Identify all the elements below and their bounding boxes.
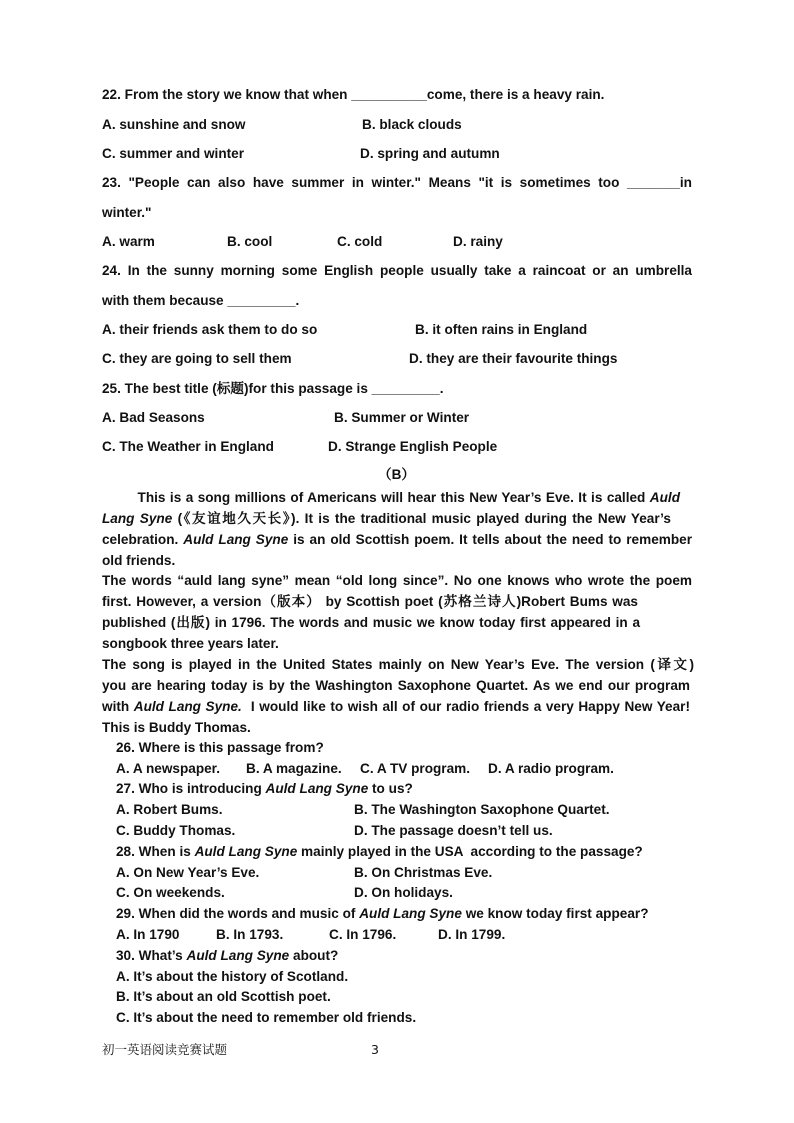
q26-option-c: C. A TV program. bbox=[360, 761, 471, 776]
q28-option-d: D. On holidays. bbox=[354, 885, 453, 900]
q28-option-a: A. On New Year’s Eve. bbox=[116, 865, 260, 880]
q29-option-c: C. In 1796. bbox=[329, 927, 397, 942]
q22-option-d: D. spring and autumn bbox=[360, 146, 500, 161]
q25-option-b: B. Summer or Winter bbox=[334, 410, 470, 425]
q26-stem: 26. Where is this passage from? bbox=[116, 740, 324, 755]
passage-line: old friends. bbox=[102, 553, 176, 568]
q23-option-c: C. cold bbox=[337, 234, 383, 249]
passage-line: you are hearing today is by the Washington Saxophone Quartet. As we end our program bbox=[102, 678, 690, 693]
passage-line: This is a song millions of Americans will hear this New Year’s Eve. It is called Auld bbox=[102, 490, 680, 505]
passage-line: celebration. Auld Lang Syne is an old Scottish poem. It tells about the need to remember bbox=[102, 532, 692, 547]
q29-stem: 29. When did the words and music of Auld Lang Syne we know today first appear? bbox=[116, 906, 649, 921]
q22-option-a: A. sunshine and snow bbox=[102, 117, 246, 132]
passage-line: songbook three years later. bbox=[102, 636, 279, 651]
q29-option-b: B. In 1793. bbox=[216, 927, 284, 942]
q29-option-a: A. In 1790 bbox=[116, 927, 180, 942]
q29-option-d: D. In 1799. bbox=[438, 927, 506, 942]
q28-option-c: C. On weekends. bbox=[116, 885, 225, 900]
q30-option-c: C. It’s about the need to remember old friends. bbox=[116, 1010, 417, 1025]
passage-line: The words “auld lang syne” mean “old long since”. No one knows who wrote the poem bbox=[102, 573, 692, 588]
q30-option-a: A. It’s about the history of Scotland. bbox=[116, 969, 349, 984]
q23-option-d: D. rainy bbox=[453, 234, 503, 249]
q28-option-b: B. On Christmas Eve. bbox=[354, 865, 493, 880]
passage-line: This is Buddy Thomas. bbox=[102, 720, 251, 735]
q24-option-c: C. they are going to sell them bbox=[102, 351, 292, 366]
q24-option-d: D. they are their favourite things bbox=[409, 351, 618, 366]
q23-option-b: B. cool bbox=[227, 234, 273, 249]
q24-option-a: A. their friends ask them to do so bbox=[102, 322, 318, 337]
q25-option-d: D. Strange English People bbox=[328, 439, 498, 454]
q27-option-c: C. Buddy Thomas. bbox=[116, 823, 236, 838]
footer-title: 初一英语阅读竞赛试题 bbox=[102, 1042, 228, 1057]
q23-stem-line1: 23. "People can also have summer in winter." Means "it is sometimes too _______in bbox=[102, 175, 692, 190]
q24-stem-line2: with them because _________. bbox=[102, 293, 300, 308]
q28-stem: 28. When is Auld Lang Syne mainly played in the USA according to the passage? bbox=[116, 844, 643, 859]
q24-stem-line1: 24. In the sunny morning some English people usually take a raincoat or an umbrella bbox=[102, 263, 692, 278]
q30-option-b: B. It’s about an old Scottish poet. bbox=[116, 989, 331, 1004]
q25-stem: 25. The best title (标题)for this passage is _________. bbox=[102, 381, 444, 396]
q22-stem: 22. From the story we know that when __________come, there is a heavy rain. bbox=[102, 87, 605, 102]
q27-option-b: B. The Washington Saxophone Quartet. bbox=[354, 802, 610, 817]
section-b-heading: （B） bbox=[378, 467, 416, 482]
q23-option-a: A. warm bbox=[102, 234, 155, 249]
q27-stem: 27. Who is introducing Auld Lang Syne to us? bbox=[116, 781, 413, 796]
q30-stem: 30. What’s Auld Lang Syne about? bbox=[116, 948, 339, 963]
q22-option-b: B. black clouds bbox=[362, 117, 462, 132]
q26-option-a: A. A newspaper. bbox=[116, 761, 220, 776]
passage-line: Lang Syne (《友谊地久天长》). It is the traditional music played during the New Year’s bbox=[102, 511, 671, 526]
passage-line: The song is played in the United States mainly on New Year’s Eve. The version (译文) bbox=[102, 657, 694, 672]
q26-option-b: B. A magazine. bbox=[246, 761, 342, 776]
q27-option-a: A. Robert Bums. bbox=[116, 802, 223, 817]
q23-stem-line2: winter." bbox=[102, 205, 152, 220]
q25-option-a: A. Bad Seasons bbox=[102, 410, 205, 425]
passage-line: with Auld Lang Syne. I would like to wish all of our radio friends a very Happy New Year! bbox=[102, 699, 690, 714]
passage-line: first. However, a version（版本） by Scottish poet (苏格兰诗人)Robert Bums was bbox=[102, 594, 638, 609]
q27-option-d: D. The passage doesn’t tell us. bbox=[354, 823, 553, 838]
q24-option-b: B. it often rains in England bbox=[415, 322, 588, 337]
q25-option-c: C. The Weather in England bbox=[102, 439, 274, 454]
q22-option-c: C. summer and winter bbox=[102, 146, 245, 161]
page-number: 3 bbox=[371, 1042, 379, 1057]
q26-option-d: D. A radio program. bbox=[488, 761, 614, 776]
passage-line: published (出版) in 1796. The words and music we know today first appeared in a bbox=[102, 615, 640, 630]
